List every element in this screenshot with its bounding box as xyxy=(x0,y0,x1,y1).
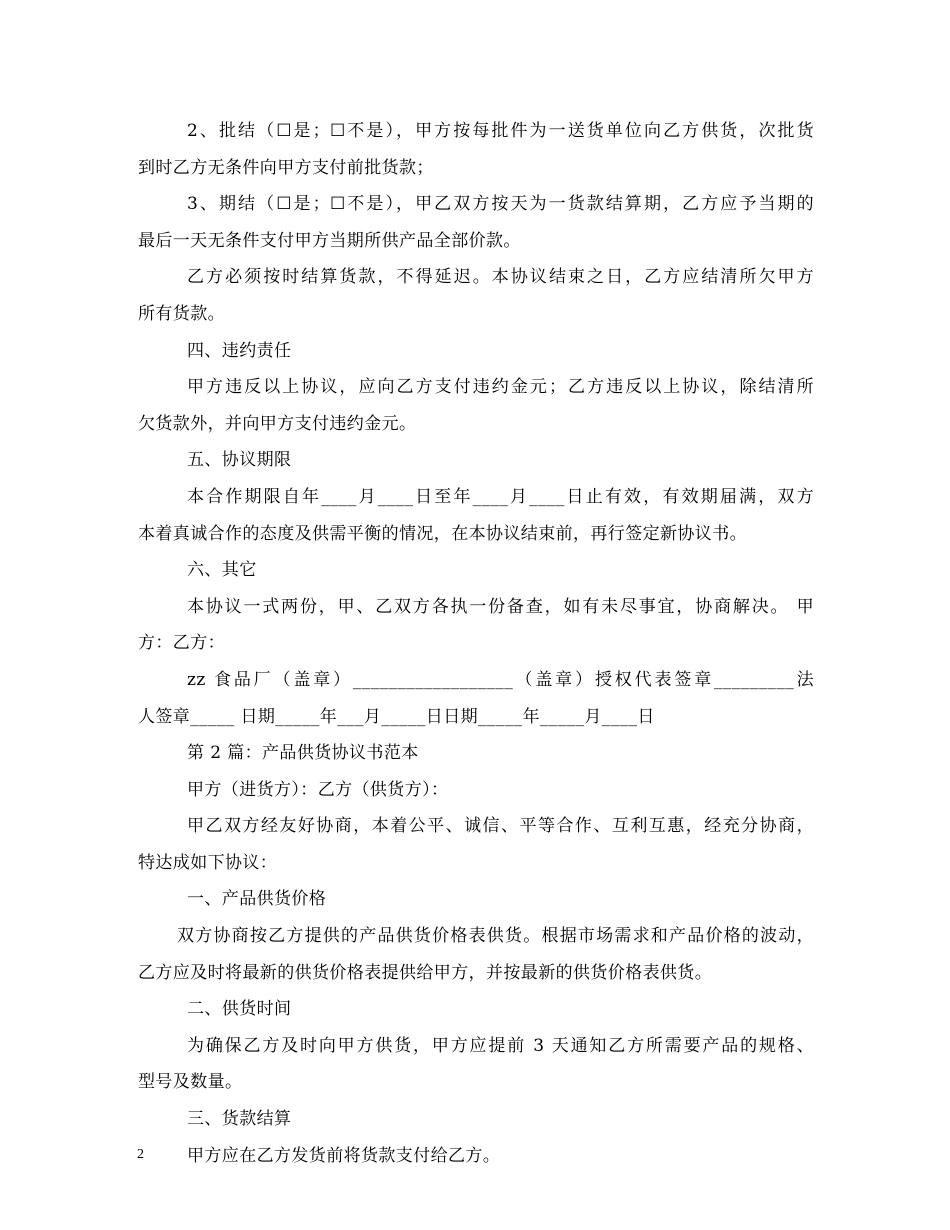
section-heading: 二、供货时间 xyxy=(187,999,292,1020)
paragraph-line: 甲方应在乙方发货前将货款支付给乙方。 xyxy=(187,1145,501,1166)
page-number: 2 xyxy=(137,1147,144,1162)
paragraph-line: 为确保乙方及时向甲方供货，甲方应提前 3 天通知乙方所需要产品的规格、 xyxy=(187,1035,814,1056)
paragraph-line: 乙方必须按时结算货款，不得延迟。本协议结束之日，乙方应结清所欠甲方 xyxy=(187,267,814,288)
paragraph-line: 本协议一式两份，甲、乙双方各执一份备查，如有未尽事宜，协商解决。 甲 xyxy=(187,596,814,617)
paragraph-line: 到时乙方无条件向甲方支付前批货款； xyxy=(138,157,434,178)
article-title: 第 2 篇：产品供货协议书范本 xyxy=(187,743,419,764)
paragraph-line: 特达成如下协议： xyxy=(138,852,278,873)
parties-line: 甲方（进货方）：乙方（供货方）： xyxy=(187,779,449,800)
paragraph-line: 型号及数量。 xyxy=(138,1072,243,1093)
paragraph-line: 甲方违反以上协议，应向乙方支付违约金元；乙方违反以上协议，除结清所 xyxy=(187,377,814,398)
section-heading: 四、违约责任 xyxy=(187,340,292,361)
section-heading: 一、产品供货价格 xyxy=(187,889,327,910)
paragraph-line: 最后一天无条件支付甲方当期所供产品全部价款。 xyxy=(138,230,521,251)
signature-date-line: 人签章_____ 日期_____年___月_____日日期_____年_____月____日 xyxy=(138,706,655,727)
paragraph-line: 本合作期限自年____月____日至年____月____日止有效，有效期届满，双方 xyxy=(187,486,814,507)
section-heading: 五、协议期限 xyxy=(187,450,292,471)
paragraph-line: 所有货款。 xyxy=(138,303,225,324)
paragraph-line: 本着真诚合作的态度及供需平衡的情况，在本协议结束前，再行签定新协议书。 xyxy=(138,523,747,544)
document-body xyxy=(138,113,814,1174)
signature-line: zz 食品厂（盖章）__________________（盖章）授权代表签章_________法 xyxy=(187,669,814,690)
paragraph-line: 乙方应及时将最新的供货价格表提供给甲方，并按最新的供货价格表供货。 xyxy=(138,962,713,983)
section-heading: 三、货款结算 xyxy=(187,1109,292,1130)
paragraph-line: 2、批结（☐是；☐不是），甲方按每批件为一送货单位向乙方供货，次批货 xyxy=(187,121,814,141)
paragraph-line: 欠货款外，并向甲方支付违约金元。 xyxy=(138,413,417,434)
section-heading: 六、其它 xyxy=(187,560,257,581)
paragraph-line: 双方协商按乙方提供的产品供货价格表供货。根据市场需求和产品价格的波动， xyxy=(177,926,814,947)
paragraph-line: 3、期结（☐是；☐不是），甲乙双方按天为一货款结算期，乙方应予当期的 xyxy=(187,194,814,215)
paragraph-line: 方：乙方： xyxy=(138,633,225,654)
paragraph-line: 甲乙双方经友好协商，本着公平、诚信、平等合作、互利互惠，经充分协商， xyxy=(187,816,814,837)
